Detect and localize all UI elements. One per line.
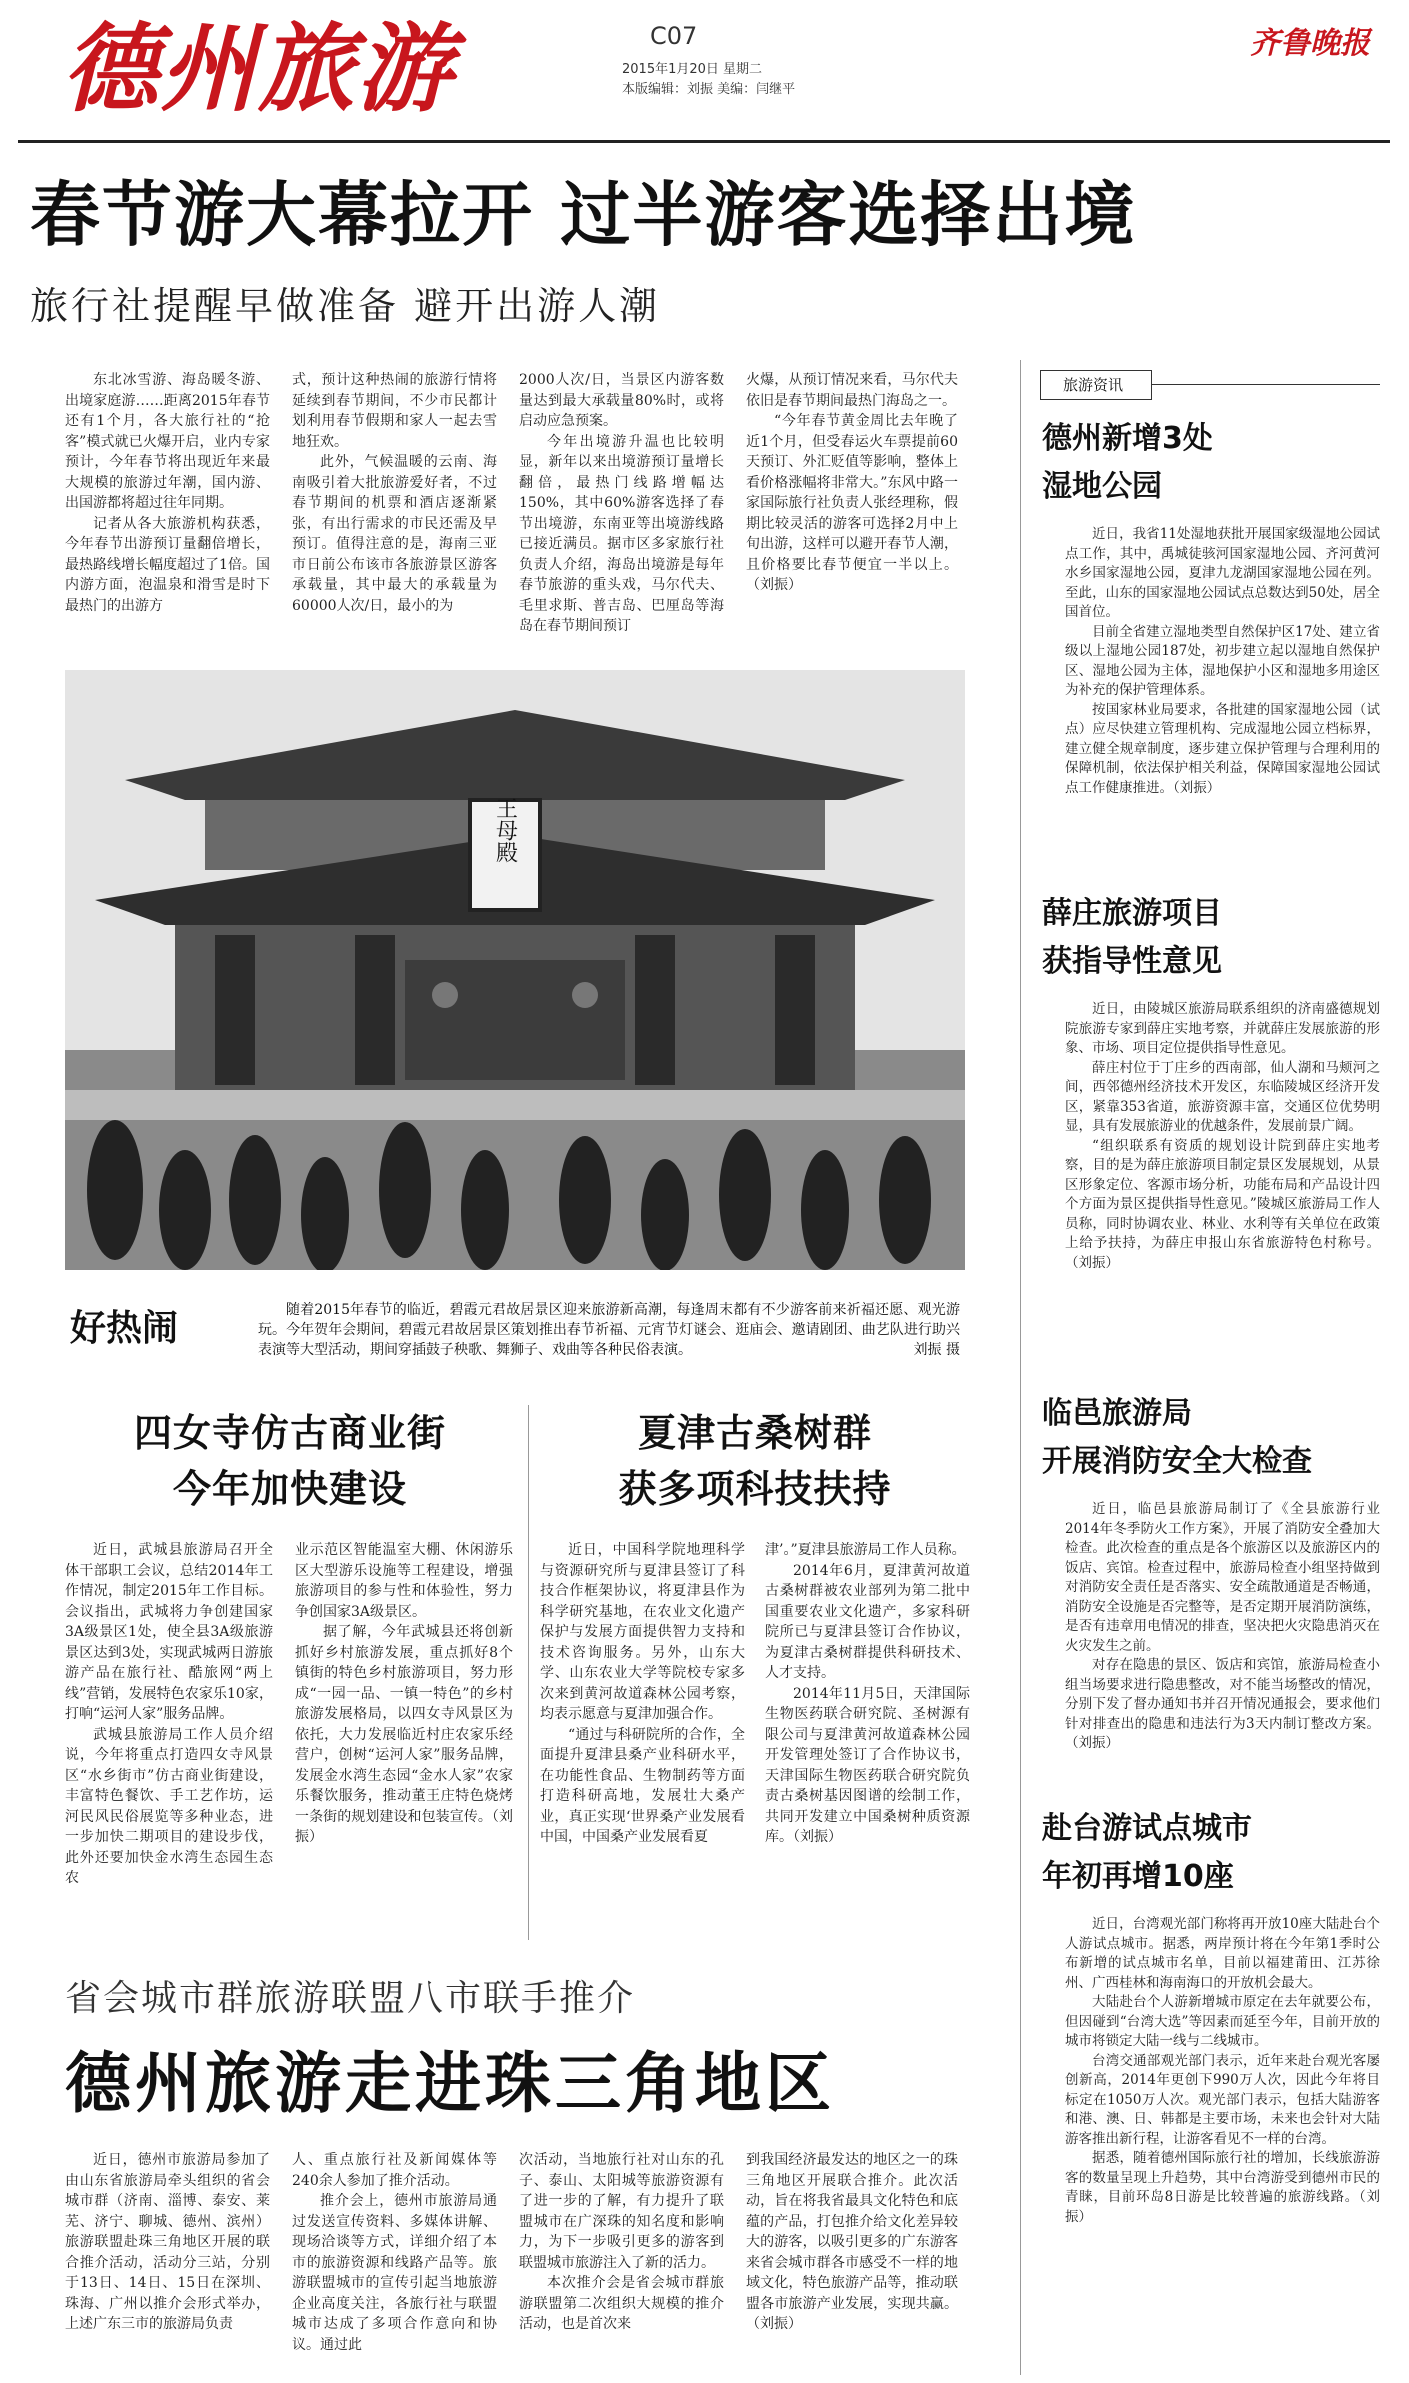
paragraph: 推介会上，德州市旅游局通过发送宣传资料、多媒体讲解、现场洽谈等方式，详细介绍了本市的旅游资源和线路产品等。旅游联盟城市的宣传引起当地旅游企业高度关注，各旅行社与联盟城市达成了多项合作意向和协议。通过此 bbox=[292, 2193, 497, 2353]
sidebar-a2-headline bbox=[1042, 890, 1382, 986]
sidebar-a3-headline bbox=[1042, 1390, 1387, 1486]
paragraph: 据了解，今年武城县还将创新抓好乡村旅游发展，重点抓好8个镇街的特色乡村旅游项目，努力形成“一园一品、一镇一特色”的乡村旅游发展格局，以四女寺风景区为依托，大力发展临近村庄农家乐经营户，创树“运河人家”服务品牌，发展金水湾生态园“金水人家”农家乐餐饮服务，推动董王庄特色烧烤一条街的规划建设和包装宣传。（刘振） bbox=[295, 1624, 513, 1845]
sidebar-tag: 旅游资讯 bbox=[1040, 370, 1152, 400]
headline-line: 获多项科技扶持 bbox=[618, 1467, 892, 1511]
paragraph: “今年春节黄金周比去年晚了近1个月，但受春运火车票提前60天预订、外汇贬值等影响，整体上看价格涨幅将非常大。”东风中路一家国际旅行社负责人张经理称，假期比较灵活的游客可选择2月中上旬出游，这样可以避开春节人潮，且价格要比春节便宜一半以上。（刘振） bbox=[746, 413, 958, 593]
paragraph: 近日，武城县旅游局召开全体干部职工会议，总结2014年工作情况，制定2015年工作目标。会议指出，武城将力争创建国家3A级景区1处，使全县3A级旅游景区达到3处，实现武城两日游旅游产品在旅行社、酷旅网“两上线”营销，发展特色农家乐10家，打响“运河人家”服务品牌。 bbox=[65, 1542, 273, 1722]
sidebar-a3-body bbox=[1065, 1500, 1380, 1765]
paragraph: 对存在隐患的景区、饭店和宾馆，旅游局检查小组当场要求进行隐患整改，对不能当场整改的情况，分别下发了督办通知书并召开情况通报会，要求他们针对排查出的隐患和违法行为3天内制订整改方案。（刘振） bbox=[1065, 1657, 1380, 1751]
paragraph: 火爆，从预订情况来看，马尔代夫依旧是春节期间最热门海岛之一。 bbox=[746, 372, 958, 409]
lead-subheadline: 旅行社提醒早做准备 避开出游人潮 bbox=[30, 284, 661, 328]
header-rule bbox=[18, 140, 1390, 143]
story4-col-2 bbox=[292, 2150, 497, 2375]
newspaper-logo: 齐鲁晚报 bbox=[1250, 26, 1370, 61]
paragraph: 薛庄村位于丁庄乡的西南部，仙人湖和马颊河之间，西邻德州经济技术开发区，东临陵城区经济开发区，紧靠353省道，旅游资源丰富，交通区位优势明显，具有发展旅游业的优越条件，发展前景广阔。 bbox=[1065, 1059, 1380, 1134]
paragraph: 2014年11月5日，天津国际生物医药联合研究院、圣树源有限公司与夏津黄河故道森林公园开发管理处签订了合作协议书，天津国际生物医药联合研究院负责古桑树基因图谱的绘制工作，共同开发建立中国桑树种质资源库。（刘振） bbox=[765, 1685, 970, 1845]
paragraph: 近日，德州市旅游局参加了由山东省旅游局牵头组织的省会城市群（济南、淄博、泰安、莱芜、济宁、聊城、德州、滨州）旅游联盟赴珠三角地区开展的联合推介活动，活动分三站，分别于13日、14日、15日在深圳、珠海、广州以推介会形式举办，上述广东三市的旅游局负责 bbox=[65, 2152, 270, 2332]
lead-col-4 bbox=[746, 370, 958, 655]
paragraph: 本次推介会是省会城市群旅游联盟第二次组织大规模的推介活动，也是首次来 bbox=[519, 2275, 724, 2332]
paragraph: 东北冰雪游、海岛暖冬游、出境家庭游……距离2015年春节还有1个月，各大旅行社的“抢客”模式就已火爆开启，业内专家预计，今年春节将出现近年来最大规模的旅游过年潮，国内游、出国游都将超过往年同期。 bbox=[65, 372, 270, 511]
masthead: 德州旅游 bbox=[62, 13, 454, 125]
paragraph: 此外，气候温暖的云南、海南吸引着大批旅游爱好者，不过春节期间的机票和酒店逐渐紧张，有出行需求的市民还需及早预订。值得注意的是，海南三亚市日前公布该市各旅游景区游客承载量，其中最大的承载量为60000人次/日，最小的为 bbox=[292, 454, 497, 614]
photo-credit: 刘振 摄 bbox=[913, 1342, 960, 1358]
paragraph: 近日，台湾观光部门称将再开放10座大陆赴台个人游试点城市。据悉，两岸预计将在今年第1季时公布新增的试点城市名单，目前以福建莆田、江苏徐州、广西桂林和海南海口的开放机会最大。 bbox=[1065, 1916, 1380, 1991]
paragraph: 业示范区智能温室大棚、休闲游乐区大型游乐设施等工程建设，增强旅游项目的参与性和体验性，努力争创国家3A级景区。 bbox=[295, 1542, 513, 1620]
story2-col-1 bbox=[65, 1540, 273, 1940]
issue-meta bbox=[622, 60, 795, 100]
paragraph: “组织联系有资质的规划设计院到薛庄实地考察，目的是为薛庄旅游项目制定景区发展规划，从景区形象定位、客源市场分析，功能布局和产品设计四个方面为景区提供指导性意见。”陵城区旅游局工作人员称，同时协调农业、林业、水利等有关单位在政策上给予扶持，为薛庄申报山东省旅游特色村称号。（刘振） bbox=[1065, 1137, 1380, 1271]
headline-line: 获指导性意见 bbox=[1042, 944, 1222, 979]
paragraph: 大陆赴台个人游新增城市原定在去年就要公布，但因碰到“台湾大选”等因素而延至今年，目前开放的城市将锁定大陆一线与二线城市。 bbox=[1065, 1994, 1380, 2049]
sidebar-a4-body bbox=[1065, 1915, 1380, 2375]
paragraph: 近日，由陵城区旅游局联系组织的济南盛德规划院旅游专家到薛庄实地考察，并就薛庄发展旅游的形象、市场、项目定位提供指导性意见。 bbox=[1065, 1001, 1380, 1056]
headline-line: 开展消防安全大检查 bbox=[1042, 1444, 1312, 1479]
sidebar-a2-body bbox=[1065, 1000, 1380, 1355]
paragraph: 台湾交通部观光部门表示，近年来赴台观光客屡创新高，2014年更创下990万人次，因此今年将目标定在1050万人次。观光部门表示，包括大陆游客和港、澳、日、韩都是主要市场，未来也会针对大陆游客推出新行程，让游客看见不一样的台湾。 bbox=[1065, 2052, 1380, 2147]
headline-line: 年初再增10座 bbox=[1042, 1859, 1234, 1894]
caption-text: 随着2015年春节的临近，碧霞元君故居景区迎来旅游新高潮，每逢周末都有不少游客前来祈福还愿、观光游玩。今年贺年会期间，碧霞元君故居景区策划推出春节祈福、元宵节灯谜会、逛庙会、邀请剧团、曲艺队进行助兴表演等大型活动，期间穿插鼓子秧歌、舞狮子、戏曲等各种民俗表演。 bbox=[258, 1302, 960, 1358]
paragraph: 武城县旅游局工作人员介绍说，今年将重点打造四女寺风景区“水乡街市”仿古商业街建设，丰富特色餐饮、手工艺作坊，运河民风民俗展览等多种业态，进一步加快二期项目的建设步伐，此外还要加快金水湾生态园生态农 bbox=[65, 1726, 273, 1886]
paragraph: 2014年6月，夏津黄河故道古桑树群被农业部列为第二批中国重要农业文化遗产，多家科研院所已与夏津县签订合作协议，为夏津古桑树群提供科研技术、人才支持。 bbox=[765, 1562, 970, 1681]
paragraph: 记者从各大旅游机构获悉，今年春节出游预订量翻倍增长，最热路线增长幅度超过了1倍。国内游方面，泡温泉和滑雪是时下最热门的出游方 bbox=[65, 515, 270, 614]
story4-pretitle: 省会城市群旅游联盟八市联手推介 bbox=[65, 1978, 636, 2019]
photo-caption bbox=[258, 1300, 960, 1360]
page-number: C07 bbox=[650, 22, 698, 50]
headline-line: 四女寺仿古商业街 bbox=[133, 1411, 446, 1455]
story2-headline bbox=[65, 1405, 515, 1517]
story4-col-4 bbox=[746, 2150, 958, 2375]
paragraph: 目前全省建立湿地类型自然保护区17处、建立省级以上湿地公园187处，初步建立起以湿地自然保护区、湿地公园为主体，湿地保护小区和湿地多用途区为补充的保护管理体系。 bbox=[1065, 623, 1380, 698]
paragraph: 据悉，随着德州国际旅行社的增加，长线旅游游客的数量呈现上升趋势，其中台湾游受到德州市民的青睐，目前环岛8日游是比较普遍的旅游线路。（刘振） bbox=[1065, 2150, 1380, 2225]
lead-col-3 bbox=[519, 370, 724, 655]
paragraph: 人、重点旅行社及新闻媒体等240余人参加了推介活动。 bbox=[292, 2152, 497, 2189]
headline-line: 夏津古桑树群 bbox=[637, 1411, 872, 1455]
headline-line: 湿地公园 bbox=[1042, 469, 1162, 504]
paragraph: 近日，中国科学院地理科学与资源研究所与夏津县签订了科技合作框架协议，将夏津县作为科学研究基地，在农业文化遗产保护与发展方面提供智力支持和技术咨询服务。另外，山东大学、山东农业大学等院校专家多次来到黄河故道森林公园考察，均表示愿意与夏津加强合作。 bbox=[540, 1542, 745, 1722]
issue-date: 2015年1月20日 星期二 bbox=[622, 62, 763, 77]
paragraph: 次活动，当地旅行社对山东的孔子、泰山、太阳城等旅游资源有了进一步的了解，有力提升了联盟城市在广深珠的知名度和影响力，为下一步吸引更多的游客到联盟城市旅游注入了新的活力。 bbox=[519, 2152, 724, 2271]
photo-caption-title: 好热闹 bbox=[70, 1308, 179, 1349]
story3-headline bbox=[540, 1405, 970, 1517]
temple-photo bbox=[65, 670, 965, 1270]
sidebar-a4-headline bbox=[1042, 1805, 1382, 1901]
paragraph: 近日，临邑县旅游局制订了《全县旅游行业2014年冬季防火工作方案》，开展了消防安全叠加大检查。此次检查的重点是各个旅游区以及旅游区内的饭店、宾馆。检查过程中，旅游局检查小组坚持做到对消防安全责任是否落实、安全疏散通道是否畅通，消防安全设施是否完整等，是否定期开展消防演练，是否有违章用电情况的排查，坚决把火灾隐患消灭在火灾发生之前。 bbox=[1065, 1501, 1380, 1654]
story4-col-3 bbox=[519, 2150, 724, 2375]
story2-col-2 bbox=[295, 1540, 513, 1940]
paragraph: 按国家林业局要求，各批建的国家湿地公园（试点）应尽快建立管理机构、完成湿地公园立档标界，建立健全规章制度，逐步建立保护管理与合理利用的保障机制，依法保护相关利益，保障国家湿地公园试点工作健康推进。（刘振） bbox=[1065, 701, 1380, 796]
headline-line: 临邑旅游局 bbox=[1042, 1396, 1192, 1431]
headline-line: 薛庄旅游项目 bbox=[1042, 896, 1222, 931]
story3-col-1 bbox=[540, 1540, 745, 1940]
paragraph: 今年出境游升温也比较明显，新年以来出境游预订量增长翻倍，最热门线路增幅达150%，其中60%游客选择了春节出境游，东南亚等出境游线路已接近满员。据市区多家旅行社负责人介绍，海岛出境游是每年春节旅游的重头戏，马尔代夫、毛里求斯、普吉岛、巴厘岛等海岛在春节期间预订 bbox=[519, 433, 724, 634]
paragraph: 津’。”夏津县旅游局工作人员称。 bbox=[765, 1542, 966, 1558]
lead-col-1 bbox=[65, 370, 270, 655]
sidebar-a1-body bbox=[1065, 525, 1380, 850]
headline-line: 赴台游试点城市 bbox=[1042, 1811, 1252, 1846]
lead-headline: 春节游大幕拉开 过半游客选择出境 bbox=[30, 174, 1137, 256]
paragraph: 式，预计这种热闹的旅游行情将延续到春节期间，不少市民都计划利用春节假期和家人一起去雪地狂欢。 bbox=[292, 372, 497, 450]
lead-col-2 bbox=[292, 370, 497, 655]
story4-col-1 bbox=[65, 2150, 270, 2375]
paragraph: 到我国经济最发达的地区之一的珠三角地区开展联合推介。此次活动，旨在将我省最具文化特色和底蕴的产品，打包推介给文化差异较大的游客，以吸引更多的广东游客来省会城市群各市感受不一样的地域文化，特色旅游产品等，推动联盟各市旅游产业发展，实现共赢。（刘振） bbox=[746, 2152, 958, 2332]
headline-line: 今年加快建设 bbox=[172, 1467, 407, 1511]
headline-line: 德州新增3处 bbox=[1042, 421, 1213, 456]
story3-col-2 bbox=[765, 1540, 970, 1940]
story4-headline: 德州旅游走进珠三角地区 bbox=[65, 2045, 835, 2122]
paragraph: 2000人次/日，当景区内游客数量达到最大承载量80%时，或将启动应急预案。 bbox=[519, 372, 724, 429]
paragraph: 近日，我省11处湿地获批开展国家级湿地公园试点工作，其中，禹城徒骇河国家湿地公园、齐河黄河水乡国家湿地公园，夏津九龙湖国家湿地公园在列。至此，山东的国家湿地公园试点总数达到50处，居全国首位。 bbox=[1065, 526, 1380, 620]
temple-sign: 王母殿 bbox=[492, 797, 518, 863]
sidebar-a1-headline bbox=[1042, 415, 1382, 511]
temple-illustration bbox=[65, 670, 965, 1270]
sidebar-divider bbox=[1020, 360, 1021, 2375]
editors: 本版编辑：刘振 美编：闫继平 bbox=[622, 82, 796, 97]
column-divider bbox=[528, 1405, 529, 1940]
paragraph: “通过与科研院所的合作，全面提升夏津县桑产业科研水平，在功能性食品、生物制药等方面打造科研高地，发展壮大桑产业，真正实现‘世界桑产业发展看中国，中国桑产业发展看夏 bbox=[540, 1726, 745, 1845]
